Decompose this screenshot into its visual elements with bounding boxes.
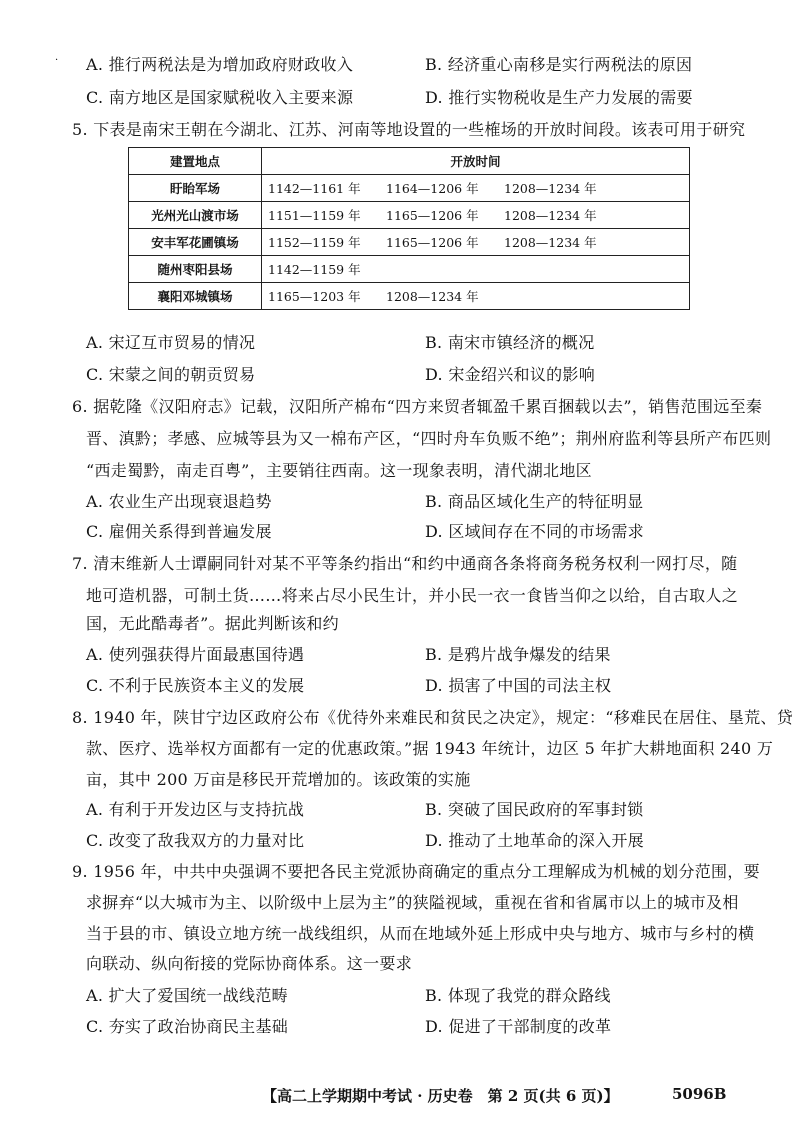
question-7-option-b: B. 是鸦片战争爆发的结果	[425, 645, 611, 664]
question-6-option-b: B. 商品区域化生产的特征明显	[425, 492, 644, 511]
question-5-stem: 5. 下表是南宋王朝在今湖北、江苏、河南等地设置的一些榷场的开放时间段。该表可用于研究	[72, 120, 746, 139]
question-8-option-b: B. 突破了国民政府的军事封锁	[425, 800, 644, 819]
question-7-option-c: C. 不利于民族资本主义的发展	[86, 676, 305, 695]
question-6-option-d: D. 区域间存在不同的市场需求	[425, 522, 644, 541]
question-6-line-2: 晋、滇黔；孝感、应城等县为又一棉布产区，“四时舟车负贩不绝”；荆州府监利等县所产布匹则	[86, 429, 772, 448]
table-cell-place: 安丰军花圃镇场	[129, 229, 262, 256]
question-7-option-a: A. 使列强获得片面最惠国待遇	[86, 645, 305, 664]
table-header-time: 开放时间	[262, 148, 690, 175]
question-7-line-1: 7. 清末维新人士谭嗣同针对某不平等条约指出“和约中通商各条将商务税务权利一网打尽，随	[72, 554, 738, 573]
question-8-option-a: A. 有利于开发边区与支持抗战	[86, 800, 305, 819]
table-cell-times	[262, 175, 690, 202]
option-c: C. 南方地区是国家赋税收入主要来源	[86, 88, 354, 107]
time-span: 1164—1206 年	[386, 181, 479, 196]
table-cell-place: 盱眙军场	[129, 175, 262, 202]
question-6-line-3: “西走蜀黔，南走百粤”，主要销往西南。这一现象表明，清代湖北地区	[86, 461, 592, 480]
table-cell-times	[262, 283, 690, 310]
table-header-place: 建置地点	[129, 148, 262, 175]
question-9-option-d: D. 促进了干部制度的改革	[425, 1017, 612, 1036]
question-6-line-1: 6. 据乾隆《汉阳府志》记载，汉阳所产棉布“四方来贸者辄盈千累百捆载以去”，销售范围远至秦	[72, 397, 763, 416]
time-span: 1142—1161 年	[268, 181, 361, 196]
time-span: 1165—1206 年	[386, 235, 479, 250]
question-5-option-a: A. 宋辽互市贸易的情况	[86, 333, 256, 352]
time-span: 1142—1159 年	[268, 262, 361, 277]
time-span: 1208—1234 年	[504, 208, 597, 223]
question-7-line-3: 国，无此酷毒者”。据此判断该和约	[86, 614, 339, 633]
question-7-line-2: 地可造机器，可制土货……将来占尽小民生计，并小民一衣一食皆当仰之以给，自古取人之	[86, 586, 739, 605]
question-9-line-4: 向联动、纵向衔接的党际协商体系。这一要求	[86, 954, 413, 973]
time-span: 1165—1203 年	[268, 289, 361, 304]
table-cell-place: 随州枣阳县场	[129, 256, 262, 283]
table-row	[129, 256, 690, 283]
question-9-line-2: 求摒弃“以大城市为主、以阶级中上层为主”的狭隘视域，重视在省和省属市以上的城市及相	[86, 893, 739, 912]
stray-mark: ·	[55, 55, 59, 66]
table-cell-times	[262, 256, 690, 283]
time-span: 1165—1206 年	[386, 208, 479, 223]
question-8-option-d: D. 推动了土地革命的深入开展	[425, 831, 644, 850]
question-8-line-3: 亩，其中 200 万亩是移民开荒增加的。该政策的实施	[86, 770, 471, 789]
question-9-option-a: A. 扩大了爱国统一战线范畴	[86, 986, 288, 1005]
time-span: 1208—1234 年	[504, 235, 597, 250]
market-table	[128, 147, 690, 310]
question-9-option-b: B. 体现了我党的群众路线	[425, 986, 611, 1005]
option-a: A. 推行两税法是为增加政府财政收入	[86, 55, 354, 74]
time-span: 1208—1234 年	[386, 289, 479, 304]
question-9-line-1: 9. 1956 年，中共中央强调不要把各民主党派协商确定的重点分工理解成为机械的划分范围，要	[72, 862, 760, 881]
table-row	[129, 229, 690, 256]
table-row	[129, 202, 690, 229]
table-cell-times	[262, 229, 690, 256]
question-8-option-c: C. 改变了敌我双方的力量对比	[86, 831, 305, 850]
question-5-option-d: D. 宋金绍兴和议的影响	[425, 365, 596, 384]
option-d: D. 推行实物税收是生产力发展的需要	[425, 88, 693, 107]
question-8-line-2: 款、医疗、选举权方面都有一定的优惠政策。”据 1943 年统计，边区 5 年扩大耕地面积 240 万	[86, 739, 774, 758]
question-6-option-c: C. 雇佣关系得到普遍发展	[86, 522, 272, 541]
page-footer-label: 【高二上学期期中考试 · 历史卷 第 2 页(共 6 页)】	[262, 1087, 619, 1105]
table-header-row	[129, 148, 690, 175]
question-5-option-b: B. 南宋市镇经济的概况	[425, 333, 595, 352]
option-b: B. 经济重心南移是实行两税法的原因	[425, 55, 693, 74]
question-9-line-3: 当于县的市、镇设立地方统一战线组织，从而在地域外延上形成中央与地方、城市与乡村的横	[86, 924, 755, 943]
time-span: 1152—1159 年	[268, 235, 361, 250]
question-6-option-a: A. 农业生产出现衰退趋势	[86, 492, 272, 511]
question-9-option-c: C. 夯实了政治协商民主基础	[86, 1017, 289, 1036]
time-span: 1151—1159 年	[268, 208, 361, 223]
table-cell-times	[262, 202, 690, 229]
table-row	[129, 175, 690, 202]
time-span: 1208—1234 年	[504, 181, 597, 196]
question-8-line-1: 8. 1940 年，陕甘宁边区政府公布《优待外来难民和贫民之决定》，规定：“移难民在居住、垦荒、贷	[72, 708, 794, 727]
table-row	[129, 283, 690, 310]
question-5-option-c: C. 宋蒙之间的朝贡贸易	[86, 365, 256, 384]
question-7-option-d: D. 损害了中国的司法主权	[425, 676, 612, 695]
table-cell-place: 襄阳邓城镇场	[129, 283, 262, 310]
table-cell-place: 光州光山渡市场	[129, 202, 262, 229]
paper-code: 5096B	[672, 1085, 727, 1103]
